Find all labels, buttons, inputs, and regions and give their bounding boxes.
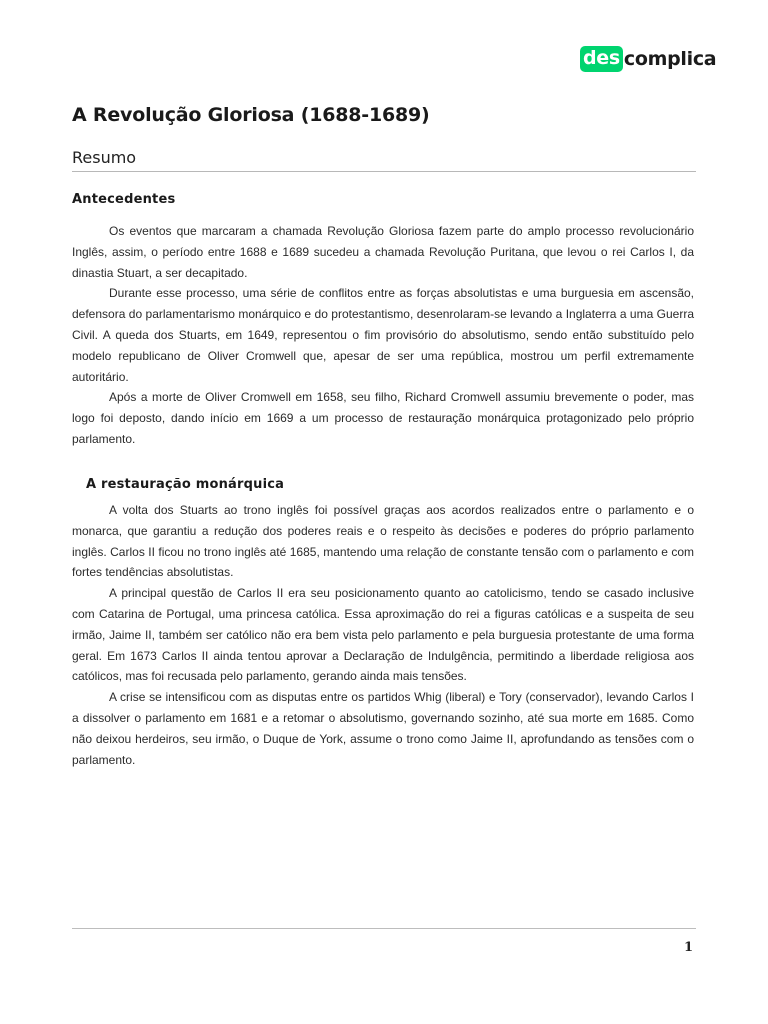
section-heading-restauracao: A restauração monárquica xyxy=(86,477,285,492)
paragraph: Durante esse processo, uma série de conflitos entre as forças absolutistas e uma burguesia em ascensão, defensora do parlamentarismo monárquico e do protestantismo, desenrolaram-se levando a Inglaterra a uma Guerra Civil. A queda dos Stuarts, em 1649, representou o fim provisório do absolutismo, sendo então substituído pelo modelo republicano de Oliver Cromwell que, apesar de ser uma república, mostrou um perfil extremamente autoritário. xyxy=(72,286,694,384)
descomplica-logo xyxy=(580,46,716,72)
document-title: A Revolução Gloriosa (1688-1689) xyxy=(72,104,430,126)
paragraph: Os eventos que marcaram a chamada Revolução Gloriosa fazem parte do amplo processo revolucionário Inglês, assim, o período entre 1688 e 1689 sucedeu a chamada Revolução Puritana, que levou o rei Carlos I, da dinastia Stuart, a ser decapitado. xyxy=(72,224,694,280)
paragraph: A principal questão de Carlos II era seu posicionamento quanto ao catolicismo, tendo se casado inclusive com Catarina de Portugal, uma princesa católica. Essa aproximação do rei a figuras católicas e a suspeita de seu irmão, Jaime II, também ser católico não era bem vista pelo parlamento e pela burguesia protestante de uma forma geral. Em 1673 Carlos II ainda tentou aprovar a Declaração de Indulgência, permitindo a liberdade religiosa aos católicos, mas foi recusada pelo parlamento, gerando ainda mais tensões. xyxy=(72,586,694,684)
footer-divider xyxy=(72,928,696,929)
paragraph: Após a morte de Oliver Cromwell em 1658, seu filho, Richard Cromwell assumiu brevemente o poder, mas logo foi deposto, dando início em 1669 a um processo de restauração monárquica protagonizado pelo próprio parlamento. xyxy=(72,390,694,446)
paragraph: A volta dos Stuarts ao trono inglês foi possível graças aos acordos realizados entre o parlamento e o monarca, que garantiu a redução dos poderes reais e o respeito às decisões e poderes do próprio parlamento inglês. Carlos II ficou no trono inglês até 1685, mantendo uma relação de constante tensão com o parlamento e com fortes tendências absolutistas. xyxy=(72,503,694,580)
logo-badge: des xyxy=(580,46,623,72)
document-subtitle: Resumo xyxy=(72,148,696,172)
logo-wordmark: complica xyxy=(623,48,717,70)
section-restauracao-body xyxy=(72,500,694,770)
section-antecedentes-body xyxy=(72,221,694,450)
paragraph: A crise se intensificou com as disputas entre os partidos Whig (liberal) e Tory (conservador), levando Carlos I a dissolver o parlamento em 1681 e a retomar o absolutismo, governando sozinho, até sua morte em 1685. Como não deixou herdeiros, seu irmão, o Duque de York, assume o trono como Jaime II, aprofundando as tensões com o parlamento. xyxy=(72,690,694,767)
section-heading-antecedentes: Antecedentes xyxy=(72,192,176,207)
page-number: 1 xyxy=(684,940,694,955)
